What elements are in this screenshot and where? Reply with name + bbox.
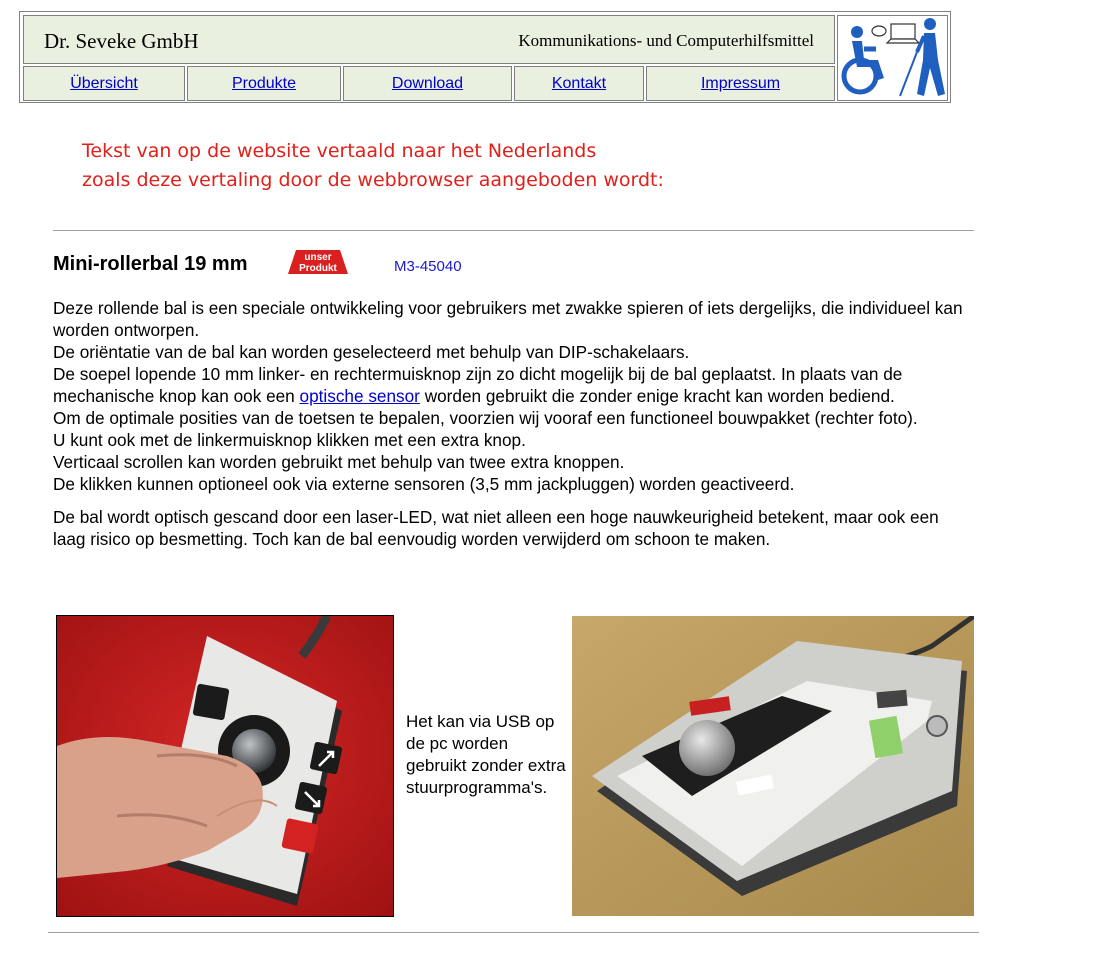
nav-link-imprint[interactable]: Impressum: [700, 75, 781, 92]
company-name: Dr. Seveke GmbH: [44, 29, 199, 53]
description-line: Om de optimale posities van de toetsen te bepalen, voorzien wij vooraf een functioneel bouwpakket (rechter foto).: [53, 408, 918, 428]
title-cell: [23, 15, 835, 64]
company-tagline: Kommunikations- und Computerhilfsmittel: [518, 31, 814, 50]
nav-link-products[interactable]: Produkte: [231, 75, 297, 92]
divider-top: [53, 230, 974, 231]
description-line: De klikken kunnen optioneel ook via externe sensoren (3,5 mm jackpluggen) worden geactiveerd.: [53, 474, 795, 494]
badge-line-1: unser: [304, 252, 332, 263]
trackball-hand-photo: [56, 615, 394, 917]
description-line: De oriëntatie van de bal kan worden geselecteerd met behulp van DIP-schakelaars.: [53, 342, 690, 362]
our-product-badge: [287, 249, 349, 275]
notice-line-2: zoals deze vertaling door de webbrowser aangeboden wordt:: [82, 169, 664, 191]
trackball-kit-photo: [572, 616, 974, 916]
logo-cell: [837, 15, 948, 101]
nav-cell-overview: [23, 66, 185, 101]
nav-link-overview[interactable]: Übersicht: [70, 75, 138, 92]
product-title: Mini-rollerbal 19 mm: [53, 253, 248, 275]
description-line: Deze rollende bal is een speciale ontwikkeling voor gebruikers met zwakke spieren of iets dergelijks, die individueel kan worden ontworpen.: [53, 298, 963, 340]
product-description: [53, 297, 973, 550]
accessibility-logo-icon: [838, 16, 947, 100]
description-text: worden gebruikt die zonder enige kracht kan worden bediend.: [419, 386, 895, 406]
description-line: Verticaal scrollen kan worden gebruikt met behulp van twee extra knoppen.: [53, 452, 625, 472]
optical-sensor-link[interactable]: optische sensor: [299, 386, 420, 406]
notice-line-1: Tekst van op de website vertaald naar het Nederlands: [82, 140, 597, 162]
badge-line-2: Produkt: [299, 263, 337, 274]
nav-link-contact[interactable]: Kontakt: [551, 75, 607, 92]
description-paragraph-2: De bal wordt optisch gescand door een laser-LED, wat niet alleen een hoge nauwkeurigheid betekent, maar ook een laag risico op besmetting. Toch kan de bal eenvoudig worden verwijderd om schoon te maken.: [53, 507, 939, 549]
photo-caption: Het kan via USB op de pc worden gebruikt zonder extra stuurprogramma's.: [406, 712, 566, 797]
nav-cell-imprint: [646, 66, 835, 101]
description-line: [53, 363, 973, 407]
translation-notice: [82, 137, 664, 195]
divider-bottom: [48, 932, 979, 933]
header-table: [19, 11, 951, 103]
nav-link-download[interactable]: Download: [391, 75, 464, 92]
product-code: M3-45040: [394, 258, 462, 275]
nav-cell-download: [343, 66, 512, 101]
description-line: U kunt ook met de linkermuisknop klikken met een extra knop.: [53, 430, 526, 450]
nav-cell-products: [187, 66, 341, 101]
description-text: De soepel lopende 10 mm linker- en rechtermuisknop zijn zo dicht mogelijk bij de bal geplaatst. In plaats van de mechanische knop kan ook een: [53, 364, 903, 406]
nav-cell-contact: [514, 66, 644, 101]
